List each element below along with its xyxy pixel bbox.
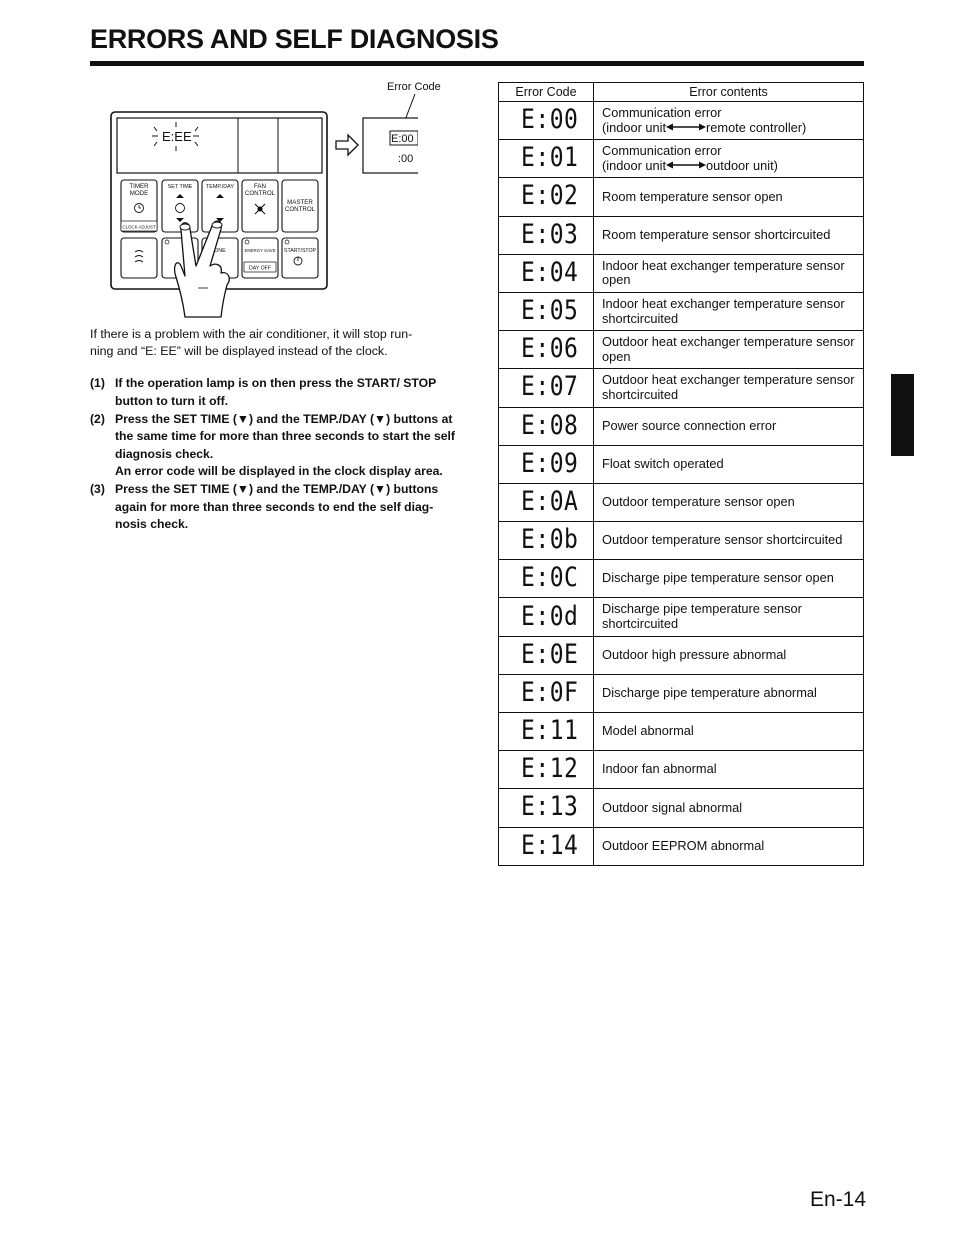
error-contents-cell <box>594 140 864 178</box>
table-row <box>499 827 864 865</box>
lamp-icon <box>285 240 289 244</box>
error-table-body <box>499 102 864 866</box>
error-description: Float switch operated <box>602 455 724 471</box>
lcd-panel <box>117 118 322 173</box>
lamp-icon <box>245 240 249 244</box>
step-text: Press the SET TIME (▼) and the TEMP./DAY (▼) buttons at the same time for more than three seconds to start the self diagnosis check. <box>115 411 455 461</box>
table-row <box>499 216 864 254</box>
error-code-cell <box>499 254 594 292</box>
error-code: E:11 <box>521 716 579 746</box>
lamp-icon <box>165 240 169 244</box>
zoom-crop-mask <box>418 116 430 176</box>
procedure-step <box>90 481 462 534</box>
error-contents-cell <box>594 560 864 598</box>
error-code-cell <box>499 636 594 674</box>
error-code: E:0d <box>521 601 579 632</box>
error-code: E:07 <box>521 372 579 403</box>
error-code: E:06 <box>521 334 579 365</box>
step-text: If the operation lamp is on then press the START/ STOP button to turn it off. <box>115 376 436 408</box>
table-row <box>499 445 864 483</box>
error-description: Outdoor high pressure abnormal <box>602 646 787 662</box>
table-row <box>499 636 864 674</box>
section-tab <box>891 374 914 456</box>
error-contents-cell <box>594 254 864 292</box>
error-code-cell <box>499 445 594 483</box>
error-contents-cell <box>594 445 864 483</box>
table-row <box>499 254 864 292</box>
error-code: E:14 <box>521 830 579 861</box>
error-code: E:0F <box>521 677 579 708</box>
error-code: E:13 <box>521 792 579 823</box>
procedure-step <box>90 375 462 410</box>
remote-controller-illustration <box>90 80 470 320</box>
error-description-detail: outdoor unit) <box>706 157 778 173</box>
error-description: Indoor fan abnormal <box>602 761 717 777</box>
error-code: E:08 <box>521 410 579 441</box>
step-number: (2) <box>90 411 105 426</box>
error-code: E:0E <box>521 639 579 670</box>
intro-line-2: ning and “E: EE” will be displayed instead of the clock. <box>90 343 388 358</box>
table-row <box>499 292 864 330</box>
table-row <box>499 331 864 369</box>
procedure-steps <box>90 375 462 534</box>
error-code-cell <box>499 369 594 407</box>
table-row <box>499 598 864 636</box>
error-code: E:01 <box>521 143 579 174</box>
error-description: Outdoor temperature sensor open <box>602 494 795 510</box>
clock-adjust-label: CLOCK ADJUST <box>122 224 156 230</box>
error-code: E:09 <box>521 448 579 479</box>
page-number: En-14 <box>810 1188 867 1211</box>
error-description: Model abnormal <box>602 723 694 739</box>
error-contents-cell <box>594 522 864 560</box>
error-description: Discharge pipe temperature abnormal <box>602 685 817 700</box>
start-stop-label: START/STOP <box>284 248 316 254</box>
step-number: (1) <box>90 376 105 390</box>
double-arrow-icon <box>666 123 706 131</box>
table-row <box>499 140 864 178</box>
error-description: Outdoor heat exchanger temperature sensor open <box>602 333 855 364</box>
error-description: Discharge pipe temperature sensor shortcircuited <box>602 601 802 632</box>
lcd-error-text: E:EE <box>162 129 192 144</box>
table-header-row <box>499 83 864 102</box>
error-contents-cell <box>594 331 864 369</box>
error-code-cell <box>499 407 594 445</box>
error-description: Discharge pipe temperature sensor open <box>602 570 834 586</box>
error-description: Communication error <box>602 104 722 120</box>
error-code-cell <box>499 598 594 636</box>
table-row <box>499 560 864 598</box>
temp-day-label: TEMP./DAY <box>206 184 234 190</box>
fan-control-label-1: FAN <box>253 183 267 190</box>
set-time-label: SET TIME <box>167 184 193 190</box>
error-contents-cell <box>594 636 864 674</box>
procedure-step <box>90 411 462 481</box>
table-row <box>499 407 864 445</box>
master-control-label-1: MASTER <box>287 199 313 206</box>
table-row <box>499 178 864 216</box>
error-code-cell <box>499 674 594 712</box>
table-row <box>499 751 864 789</box>
error-code-cell <box>499 216 594 254</box>
error-contents-cell <box>594 369 864 407</box>
error-description: Room temperature sensor open <box>602 188 783 204</box>
table-row <box>499 483 864 521</box>
table-row <box>499 789 864 827</box>
error-contents-cell <box>594 674 864 712</box>
intro-line-1: If there is a problem with the air conditioner, it will stop run- <box>90 327 413 341</box>
error-description: Communication error <box>602 142 722 158</box>
error-description-detail: (indoor unit <box>602 157 667 173</box>
error-code-cell <box>499 751 594 789</box>
error-description: Power source connection error <box>602 417 777 433</box>
error-code-cell <box>499 178 594 216</box>
error-code: E:0C <box>521 563 579 594</box>
error-code-callout-label: Error Code <box>387 81 441 93</box>
error-contents-cell <box>594 407 864 445</box>
table-row <box>499 674 864 712</box>
error-contents-cell <box>594 789 864 827</box>
error-code-cell <box>499 483 594 521</box>
step-number: (3) <box>90 482 105 496</box>
error-code: E:12 <box>521 754 579 785</box>
fan-control-label-2: CONTROL <box>244 190 276 197</box>
error-code-cell <box>499 560 594 598</box>
timer-mode-label-1: TIMER <box>129 183 149 190</box>
error-contents-cell <box>594 102 864 140</box>
error-code-cell <box>499 102 594 140</box>
table-row <box>499 369 864 407</box>
table-row <box>499 713 864 751</box>
error-code-cell <box>499 789 594 827</box>
double-arrow-icon <box>666 161 706 169</box>
remote-controller-diagram <box>90 80 470 320</box>
zoom-time-text: :00 <box>398 153 414 165</box>
page-title: ERRORS AND SELF DIAGNOSIS <box>90 24 499 54</box>
column-header-error-contents: Error contents <box>594 83 864 102</box>
error-contents-cell <box>594 827 864 865</box>
error-description: Room temperature sensor shortcircuited <box>602 226 831 242</box>
intro-paragraph <box>90 326 458 359</box>
error-description-detail: (indoor unit <box>602 119 667 135</box>
master-control-label-2: CONTROL <box>284 206 316 213</box>
timer-mode-label-2: MODE <box>129 190 149 197</box>
error-contents-cell <box>594 598 864 636</box>
error-contents-cell <box>594 178 864 216</box>
error-description: Indoor heat exchanger temperature sensor shortcircuited <box>602 295 845 326</box>
error-description: Outdoor signal abnormal <box>602 799 743 815</box>
error-code-table <box>498 82 864 866</box>
error-code-cell <box>499 827 594 865</box>
error-description: Outdoor EEPROM abnormal <box>602 837 765 853</box>
error-contents-cell <box>594 292 864 330</box>
error-contents-cell <box>594 751 864 789</box>
column-header-error-code: Error Code <box>499 83 594 102</box>
title-rule <box>90 61 864 66</box>
clock-icon <box>176 204 185 213</box>
error-code: E:0A <box>521 486 579 517</box>
error-code: E:04 <box>521 257 579 288</box>
error-code: E:02 <box>521 181 579 212</box>
table-row <box>499 522 864 560</box>
error-code-cell <box>499 713 594 751</box>
swing-button <box>121 238 157 278</box>
error-description: Outdoor temperature sensor shortcircuited <box>602 532 843 548</box>
hollow-arrow-icon <box>336 135 358 155</box>
error-description-detail: remote controller) <box>706 119 807 135</box>
step-subtext: An error code will be displayed in the clock display area. <box>115 464 443 478</box>
error-contents-cell <box>594 713 864 751</box>
energy-save-label: ENERGY SAVE <box>244 248 276 253</box>
done-label: DNE <box>214 248 226 254</box>
error-code: E:0b <box>521 525 579 556</box>
zoom-code-text: E:00 <box>391 133 414 145</box>
error-code: E:00 <box>521 105 579 135</box>
table-row <box>499 102 864 140</box>
error-code: E:05 <box>521 296 579 326</box>
step-text: Press the SET TIME (▼) and the TEMP./DAY (▼) buttons again for more than three seconds to end the self diag- nosis check. <box>115 482 439 531</box>
day-off-label: DAY OFF <box>248 265 272 272</box>
error-description: Outdoor heat exchanger temperature sensor shortcircuited <box>602 372 855 402</box>
error-contents-cell <box>594 216 864 254</box>
error-code-cell <box>499 140 594 178</box>
error-code: E:03 <box>521 219 579 250</box>
error-code-cell <box>499 331 594 369</box>
error-code-cell <box>499 292 594 330</box>
error-description: Indoor heat exchanger temperature sensor open <box>602 257 845 288</box>
error-contents-cell <box>594 483 864 521</box>
error-code-cell <box>499 522 594 560</box>
